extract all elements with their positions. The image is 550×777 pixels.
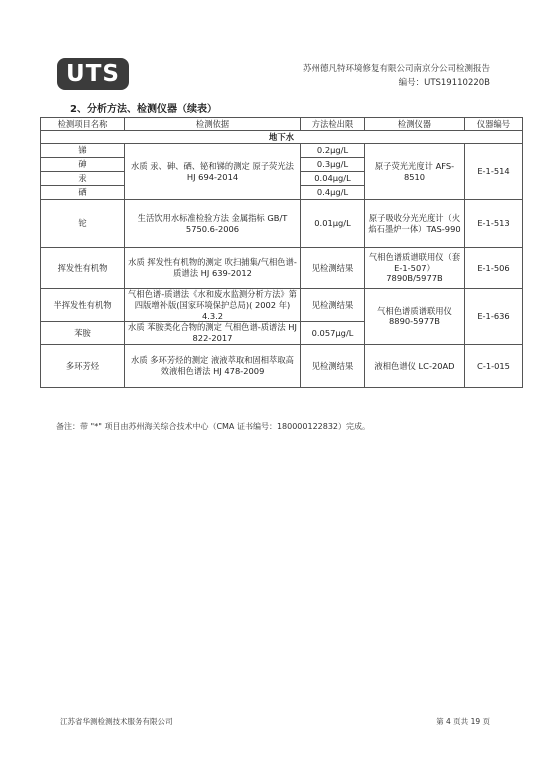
inst-no-cell: E-1-514 xyxy=(465,144,523,200)
header-inst-no: 仪器编号 xyxy=(465,118,523,131)
inst-no-cell: E-1-513 xyxy=(465,200,523,248)
footer-company: 江苏省华测检测技术服务有限公司 xyxy=(60,717,173,726)
method-cell: 水质 苯胺类化合物的测定 气相色谱-质谱法 HJ 822-2017 xyxy=(125,322,301,345)
table-row xyxy=(41,144,523,158)
item-cell: 半挥发性有机物 xyxy=(41,289,125,322)
header-limit: 方法检出限 xyxy=(301,118,365,131)
item-cell: 硒 xyxy=(41,186,125,200)
table-row xyxy=(41,248,523,289)
item-cell: 砷 xyxy=(41,158,125,172)
limit-cell: 0.3μg/L xyxy=(301,158,365,172)
method-cell: 水质 多环芳烃的测定 液液萃取和固相萃取高效液相色谱法 HJ 478-2009 xyxy=(125,344,301,387)
group-label: 地下水 xyxy=(41,131,523,144)
table-row xyxy=(41,200,523,248)
header-method: 检测依据 xyxy=(125,118,301,131)
header-item: 检测项目名称 xyxy=(41,118,125,131)
instrument-cell: 气相色谱质谱联用仪 8890-5977B xyxy=(365,289,465,345)
header-instrument: 检测仪器 xyxy=(365,118,465,131)
page-number: 第 4 页共 19 页 xyxy=(436,717,490,726)
company-header: 苏州德凡特环境修复有限公司南京分公司检测报告 xyxy=(302,64,490,74)
instrument-cell: 液相色谱仪 LC-20AD xyxy=(365,344,465,387)
limit-cell: 0.057μg/L xyxy=(301,322,365,345)
limit-cell: 0.04μg/L xyxy=(301,172,365,186)
inst-no-cell: E-1-506 xyxy=(465,248,523,289)
instrument-cell: 原子荧光光度计 AFS-8510 xyxy=(365,144,465,200)
methods-table xyxy=(40,117,523,388)
limit-cell: 0.4μg/L xyxy=(301,186,365,200)
report-number: 编号：UTS19110220B xyxy=(398,78,490,88)
item-cell: 苯胺 xyxy=(41,322,125,345)
instrument-cell: 气相色谱质谱联用仪（套 E-1-507）7890B/5977B xyxy=(365,248,465,289)
item-cell: 汞 xyxy=(41,172,125,186)
uts-logo: UTS xyxy=(57,58,129,90)
item-cell: 锑 xyxy=(41,144,125,158)
limit-cell: 0.2μg/L xyxy=(301,144,365,158)
method-cell: 水质 汞、砷、硒、铋和锑的测定 原子荧光法 HJ 694-2014 xyxy=(125,144,301,200)
group-row xyxy=(41,131,523,144)
limit-cell: 见检测结果 xyxy=(301,289,365,322)
item-cell: 多环芳烃 xyxy=(41,344,125,387)
method-cell: 水质 挥发性有机物的测定 吹扫捕集/气相色谱-质谱法 HJ 639-2012 xyxy=(125,248,301,289)
method-cell: 生活饮用水标准检验方法 金属指标 GB/T 5750.6-2006 xyxy=(125,200,301,248)
inst-no-cell: E-1-636 xyxy=(465,289,523,345)
limit-cell: 见检测结果 xyxy=(301,344,365,387)
table-header-row xyxy=(41,118,523,131)
section-title: 2、分析方法、检测仪器（续表） xyxy=(70,104,217,115)
item-cell: 铊 xyxy=(41,200,125,248)
instrument-cell: 原子吸收分光光度计（火焰石墨炉一体）TAS-990 xyxy=(365,200,465,248)
inst-no-cell: C-1-015 xyxy=(465,344,523,387)
limit-cell: 0.01μg/L xyxy=(301,200,365,248)
item-cell: 挥发性有机物 xyxy=(41,248,125,289)
limit-cell: 见检测结果 xyxy=(301,248,365,289)
table-row xyxy=(41,289,523,322)
table-note: 备注：带 "*" 项目由苏州海关综合技术中心（CMA 证书编号：180000122832）完成。 xyxy=(56,422,371,431)
method-cell: 气相色谱-质谱法《水和废水监测分析方法》第四版增补版(国家环境保护总局)( 2002 年) 4.3.2 xyxy=(125,289,301,322)
table-row xyxy=(41,344,523,387)
